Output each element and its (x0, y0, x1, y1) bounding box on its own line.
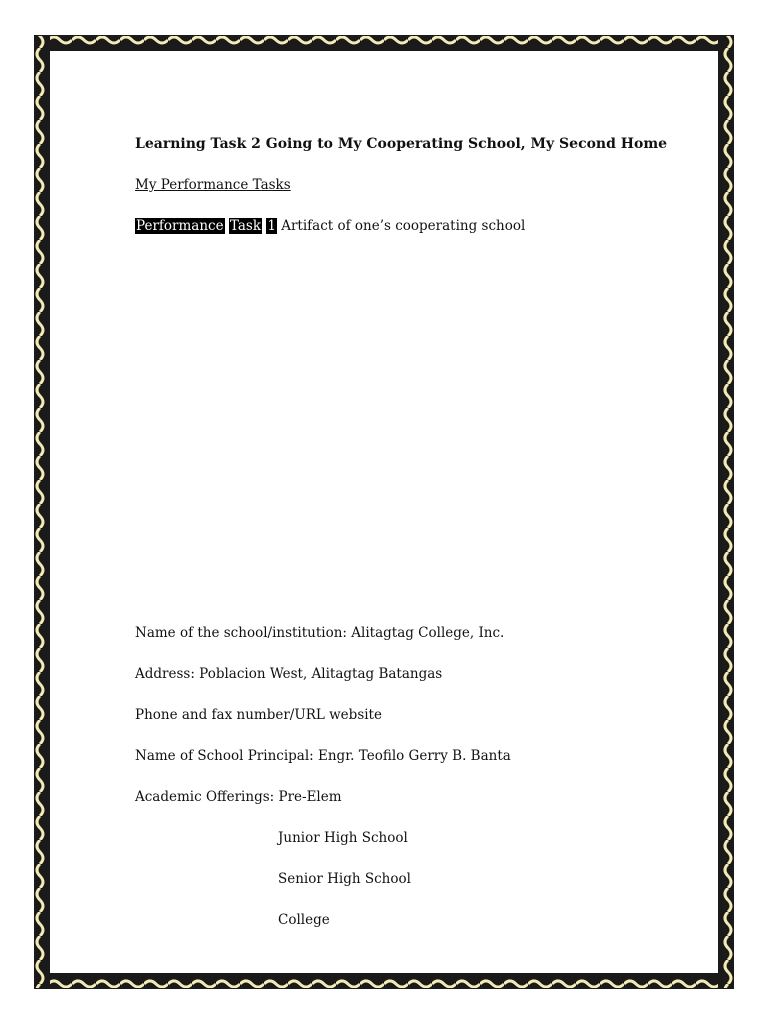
address-field: Address: Poblacion West, Alitagtag Batangas (135, 666, 443, 682)
performance-task-line (135, 217, 525, 235)
offering-item: Junior High School (278, 830, 408, 846)
task-description: Artifact of one’s cooperating school (281, 218, 526, 234)
highlighted-number: 1 (267, 218, 276, 234)
section-subtitle: My Performance Tasks (135, 177, 291, 193)
highlighted-word: Performance (136, 218, 224, 234)
offering-item: College (278, 912, 330, 928)
offering-item: Senior High School (278, 871, 411, 887)
highlighted-word: Task (229, 218, 262, 234)
document-title: Learning Task 2 Going to My Cooperating School, My Second Home (135, 136, 668, 152)
principal-field: Name of School Principal: Engr. Teofilo Gerry B. Banta (135, 748, 511, 764)
school-name-field: Name of the school/institution: Alitagtag College, Inc. (135, 625, 505, 641)
academic-offerings-label: Academic Offerings: Pre-Elem (135, 789, 342, 805)
phone-field: Phone and fax number/URL website (135, 707, 382, 723)
